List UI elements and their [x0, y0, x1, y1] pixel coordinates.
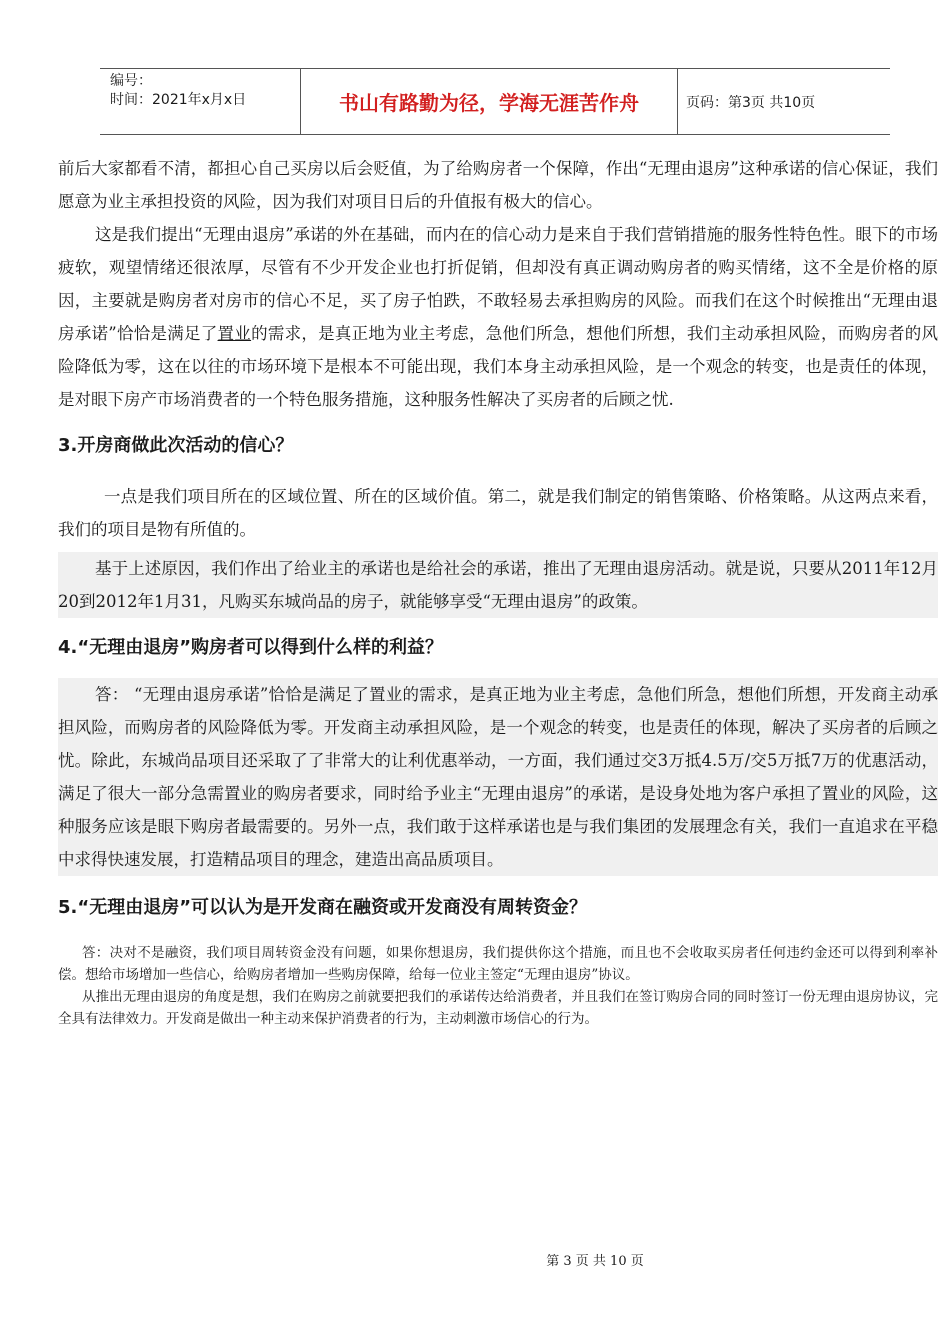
header-meta [100, 69, 301, 134]
paragraph-3: 一点是我们项目所在的区域位置、所在的区域价值。第二，就是我们制定的销售策略、价格策略。从这两点来看，我们的项目是物有所值的。 [58, 487, 938, 539]
document-body [58, 152, 938, 1030]
heading-3: 3.开房商做此次活动的信心？ [58, 435, 294, 456]
paragraph-2-part-b: 的需求，是真正地为业主考虑，急他们所急，想他们所想，我们主动承担风险，而购房者的风险降低为零，这在以往的市场环境下是根本不可能出现，我们本身主动承担风险，是一个观念的转变，也是责任的体现，是对眼下房产市场消费者的一个特色服务措施，这种服务性解决了买房者的后顾之忧. [58, 324, 939, 409]
paragraph-2 [58, 218, 938, 416]
heading-4: 4.“无理由退房”购房者可以得到什么样的利益？ [58, 637, 444, 658]
page-header [100, 68, 890, 135]
page-footer: 第 3 页 共 10 页 [546, 1254, 644, 1269]
header-motto: 书山有路勤为径，学海无涯苦作舟 [301, 69, 678, 134]
link-zhiye[interactable]: 置业 [217, 324, 252, 343]
paragraph-4: 基于上述原因，我们作出了给业主的承诺也是给社会的承诺，推出了无理由退房活动。就是说，只要从2011年12月20到2012年1月31，凡购买东城尚品的房子，就能够享受“无理由退房”的政策。 [58, 552, 938, 618]
number-label: 编号： [110, 73, 152, 89]
paragraph-5: 答： “无理由退房承诺”恰恰是满足了置业的需求，是真正地为业主考虑，急他们所急，想他们所想，开发商主动承担风险，而购房者的风险降低为零。开发商主动承担风险，是一个观念的转变，也是责任的体现，解决了买房者的后顾之忧。除此，东城尚品项目还采取了了非常大的让利优惠举动，一方面，我们通过交3万抵4.5万/交5万抵7万的优惠活动，满足了很大一部分急需置业的购房者要求，同时给予业主“无理由退房”的承诺，是设身处地为客户承担了置业的风险，这种服务应该是眼下购房者最需要的。另外一点，我们敢于这样承诺也是与我们集团的发展理念有关，我们一直追求在平稳中求得快速发展，打造精品项目的理念，建造出高品质项目。 [58, 678, 938, 876]
paragraph-1: 前后大家都看不清，都担心自己买房以后会贬值，为了给购房者一个保障，作出“无理由退房”这种承诺的信心保证，我们愿意为业主承担投资的风险，因为我们对项目日后的升值报有极大的信心。 [58, 159, 938, 211]
header-page-info: 页码：第3页 共10页 [686, 94, 816, 111]
time-label: 时间：2021年x月x日 [110, 92, 247, 108]
paragraph-2-part-a: 这是我们提出“无理由退房”承诺的外在基础，而内在的信心动力是来自于我们营销措施的服务性特色性。眼下的市场疲软，观望情绪还很浓厚，尽管有不少开发企业也打折促销，但却没有真正调动购房者的购买情绪，这不全是价格的原因，主要就是购房者对房市的信心不足，买了房子怕跌，不敢轻易去承担购房的风险。而我们在这个时候推出“无理由退房承诺”恰恰是满足了 [58, 225, 938, 343]
paragraph-6: 答：决对不是融资，我们项目周转资金没有问题，如果你想退房，我们提供你这个措施，而且也不会收取买房者任何违约金还可以得到利率补偿。想给市场增加一些信心，给购房者增加一些购房保障，给每一位业主签定“无理由退房”协议。 [58, 945, 938, 983]
heading-5: 5.“无理由退房”可以认为是开发商在融资或开发商没有周转资金？ [58, 897, 588, 918]
paragraph-7: 从推出无理由退房的角度是想，我们在购房之前就要把我们的承诺传达给消费者，并且我们在签订购房合同的同时签订一份无理由退房协议，完全具有法律效力。开发商是做出一种主动来保护消费者的行为，主动刺激市场信心的行为。 [58, 989, 938, 1027]
